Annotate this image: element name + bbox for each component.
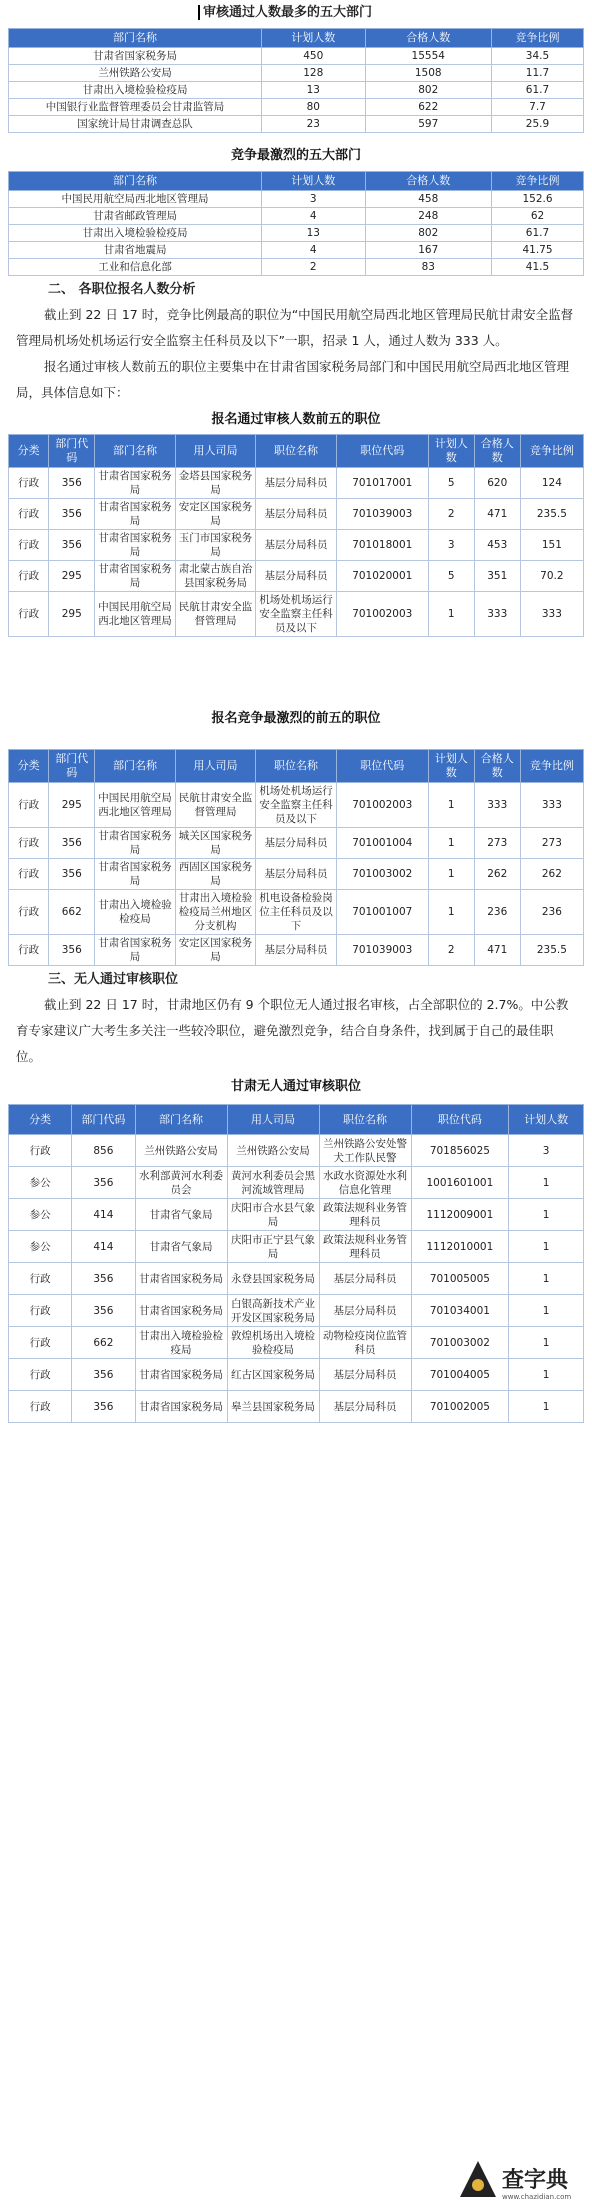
logo-graphic [456,2157,586,2203]
table-cell: 802 [365,82,492,99]
table-row [9,99,584,116]
table-cell: 参公 [9,1167,72,1199]
table-cell: 151 [520,530,583,561]
table-cell: 295 [49,783,95,828]
table-cell: 甘肃出入境检验检疫局兰州地区分支机构 [175,890,256,935]
table-row [9,783,584,828]
t1-header-cell: 合格人数 [365,29,492,48]
table-cell: 行政 [9,1327,72,1359]
table-cell: 802 [365,225,492,242]
table-cell: 基层分局科员 [319,1359,411,1391]
t1-header-cell: 计划人数 [262,29,366,48]
table-cell: 13 [262,225,366,242]
table-cell: 2 [262,259,366,276]
table-cell: 356 [72,1295,135,1327]
t2-header-cell: 合格人数 [365,172,492,191]
table-cell: 597 [365,116,492,133]
t1-title [8,0,584,28]
table-cell: 262 [520,859,583,890]
t3-header-cell: 分类 [9,435,49,468]
table-cell: 61.7 [492,225,584,242]
table-row [9,592,584,637]
table-cell: 安定区国家税务局 [175,499,256,530]
table-cell: 中国民用航空局西北地区管理局 [9,191,262,208]
table-cell: 甘肃省国家税务局 [95,530,176,561]
table-cell: 机电设备检验岗位主任科员及以下 [256,890,337,935]
table-cell: 236 [474,890,520,935]
table-row [9,530,584,561]
t1-header-cell: 竞争比例 [492,29,584,48]
table-cell: 行政 [9,1295,72,1327]
table-cell: 兰州铁路公安局 [227,1135,319,1167]
table-cell: 450 [262,48,366,65]
t2-header-cell: 计划人数 [262,172,366,191]
table-cell: 中国银行业监督管理委员会甘肃监管局 [9,99,262,116]
table-cell: 2 [428,499,474,530]
table-cell: 甘肃省地震局 [9,242,262,259]
table-row [9,191,584,208]
table-cell: 622 [365,99,492,116]
table-cell: 701039003 [336,935,428,966]
table-cell: 124 [520,468,583,499]
table-cell: 行政 [9,1135,72,1167]
table-cell: 152.6 [492,191,584,208]
table-cell: 甘肃省国家税务局 [95,828,176,859]
t5-header-cell: 部门代码 [72,1105,135,1135]
table-row [9,890,584,935]
table-cell: 414 [72,1199,135,1231]
table-cell: 黄河水利委员会黑河流域管理局 [227,1167,319,1199]
table-cell: 基层分局科员 [319,1263,411,1295]
table-cell: 235.5 [520,499,583,530]
table-cell: 23 [262,116,366,133]
table-cell: 356 [72,1263,135,1295]
table-cell: 701003002 [336,859,428,890]
table-cell: 甘肃省国家税务局 [95,561,176,592]
table-cell: 701039003 [336,499,428,530]
t3-header-cell: 用人司局 [175,435,256,468]
table-cell: 甘肃省气象局 [135,1199,227,1231]
table-row [9,82,584,99]
t5-header-cell: 职位代码 [411,1105,509,1135]
table-cell: 1 [509,1295,584,1327]
table-cell: 414 [72,1231,135,1263]
table-row [9,1199,584,1231]
t5-header-cell: 部门名称 [135,1105,227,1135]
table-cell: 基层分局科员 [256,499,337,530]
table-cell: 行政 [9,859,49,890]
table-cell: 356 [72,1167,135,1199]
table-cell: 基层分局科员 [256,935,337,966]
table-cell: 15554 [365,48,492,65]
table-cell: 肃北蒙古族自治县国家税务局 [175,561,256,592]
table-cell: 庆阳市合水县气象局 [227,1199,319,1231]
table-row [9,828,584,859]
table-cell: 行政 [9,468,49,499]
table-cell: 333 [474,592,520,637]
table-cell: 行政 [9,1359,72,1391]
t3-title: 报名通过审核人数前五的职位 [211,412,381,427]
table-cell: 662 [49,890,95,935]
table-row [9,1359,584,1391]
table-row [9,48,584,65]
table-cell: 安定区国家税务局 [175,935,256,966]
table-cell: 701017001 [336,468,428,499]
table-cell: 政策法规科业务管理科员 [319,1231,411,1263]
table-cell: 庆阳市正宁县气象局 [227,1231,319,1263]
table-cell: 行政 [9,1391,72,1423]
table-cell: 701001004 [336,828,428,859]
table-cell: 甘肃省国家税务局 [135,1391,227,1423]
table-cell: 行政 [9,530,49,561]
table-cell: 甘肃省国家税务局 [95,499,176,530]
table-cell: 1112009001 [411,1199,509,1231]
table-cell: 356 [49,499,95,530]
table-cell: 甘肃省国家税务局 [9,48,262,65]
chazidian-logo [456,2157,586,2203]
table-cell: 458 [365,191,492,208]
table-cell: 5 [428,468,474,499]
table-cell: 701004005 [411,1359,509,1391]
table-cell: 甘肃出入境检验检疫局 [9,82,262,99]
table-cell: 356 [72,1391,135,1423]
table-cell: 基层分局科员 [256,859,337,890]
table-cell: 甘肃省国家税务局 [135,1263,227,1295]
table-row [9,1167,584,1199]
t4-title: 报名竞争最激烈的前五的职位 [211,711,381,726]
t4-table [8,749,584,966]
table-cell: 甘肃省国家税务局 [95,468,176,499]
table-cell: 甘肃省气象局 [135,1231,227,1263]
table-cell: 41.75 [492,242,584,259]
table-cell: 128 [262,65,366,82]
t4-header-cell: 竞争比例 [520,750,583,783]
table-row [9,935,584,966]
table-cell: 167 [365,242,492,259]
table-cell: 356 [49,935,95,966]
table-cell: 356 [49,530,95,561]
table-cell: 1 [428,828,474,859]
table-row [9,1231,584,1263]
table-cell: 基层分局科员 [256,530,337,561]
table-cell: 基层分局科员 [256,561,337,592]
table-cell: 红古区国家税务局 [227,1359,319,1391]
table-cell: 453 [474,530,520,561]
table-cell: 701001007 [336,890,428,935]
table-row [9,242,584,259]
table-cell: 236 [520,890,583,935]
table-cell: 敦煌机场出入境检验检疫局 [227,1327,319,1359]
table-cell: 行政 [9,890,49,935]
table-cell: 1 [428,783,474,828]
table-cell: 行政 [9,935,49,966]
table-row [9,468,584,499]
table-cell: 甘肃出入境检验检疫局 [135,1327,227,1359]
table-row [9,259,584,276]
table-cell: 25.9 [492,116,584,133]
table-cell: 62 [492,208,584,225]
t3-header-cell: 计划人数 [428,435,474,468]
table-row [9,1295,584,1327]
table-cell: 1 [509,1327,584,1359]
table-cell: 4 [262,242,366,259]
table-cell: 273 [474,828,520,859]
table-cell: 471 [474,499,520,530]
section-2-para-1: 截止到 22 日 17 时，竞争比例最高的职位为“中国民用航空局西北地区管理局民航甘肃安全监督管理局机场处机场运行安全监察主任科员及以下”一职，招录 1 人，通过人数为 333 人。 [16,307,574,348]
table-cell: 基层分局科员 [256,828,337,859]
table-cell: 2 [428,935,474,966]
table-cell: 70.2 [520,561,583,592]
table-cell: 基层分局科员 [319,1295,411,1327]
table-cell: 基层分局科员 [319,1391,411,1423]
t4-header-cell: 计划人数 [428,750,474,783]
t1-title-text: 审核通过人数最多的五大部门 [198,5,372,20]
t4-header-cell: 部门代码 [49,750,95,783]
table-cell: 白银高新技术产业开发区国家税务局 [227,1295,319,1327]
table-cell: 1 [509,1199,584,1231]
table-cell: 1 [428,592,474,637]
table-cell: 235.5 [520,935,583,966]
table-cell: 甘肃省国家税务局 [135,1295,227,1327]
t5-header-cell: 分类 [9,1105,72,1135]
table-cell: 34.5 [492,48,584,65]
table-row [9,116,584,133]
logo-text: 查字典 [502,2168,569,2193]
table-cell: 1112010001 [411,1231,509,1263]
t4-header-cell: 合格人数 [474,750,520,783]
t2-header-cell: 部门名称 [9,172,262,191]
table-row [9,1391,584,1423]
table-cell: 701003002 [411,1327,509,1359]
t3-header-cell: 合格人数 [474,435,520,468]
table-cell: 行政 [9,783,49,828]
table-cell: 273 [520,828,583,859]
table-cell: 民航甘肃安全监督管理局 [175,592,256,637]
table-cell: 金塔县国家税务局 [175,468,256,499]
table-cell: 参公 [9,1199,72,1231]
table-cell: 永登县国家税务局 [227,1263,319,1295]
table-cell: 333 [520,783,583,828]
table-row [9,561,584,592]
t4-header-cell: 职位代码 [336,750,428,783]
section-2-para-2: 报名通过审核人数前五的职位主要集中在甘肃省国家税务局部门和中国民用航空局西北地区管理局，具体信息如下： [16,359,570,400]
table-cell: 1 [509,1231,584,1263]
table-cell: 甘肃省邮政管理局 [9,208,262,225]
t4-header-cell: 分类 [9,750,49,783]
table-cell: 民航甘肃安全监督管理局 [175,783,256,828]
table-cell: 1 [509,1263,584,1295]
t3-header-cell: 职位代码 [336,435,428,468]
table-cell: 620 [474,468,520,499]
table-cell: 机场处机场运行安全监察主任科员及以下 [256,592,337,637]
t2-table [8,171,584,276]
table-cell: 3 [262,191,366,208]
table-cell: 行政 [9,828,49,859]
t1-header-cell: 部门名称 [9,29,262,48]
table-cell: 83 [365,259,492,276]
table-cell: 动物检疫岗位监管科员 [319,1327,411,1359]
table-row [9,499,584,530]
table-cell: 356 [72,1359,135,1391]
table-cell: 471 [474,935,520,966]
table-cell: 701002005 [411,1391,509,1423]
table-row [9,225,584,242]
logo-sub: www.chazidian.com [502,2193,572,2201]
table-row [9,1263,584,1295]
table-cell: 7.7 [492,99,584,116]
table-cell: 甘肃省国家税务局 [135,1359,227,1391]
t3-table [8,434,584,637]
table-row [9,1327,584,1359]
table-cell: 1 [428,859,474,890]
table-cell: 701005005 [411,1263,509,1295]
table-cell: 兰州铁路公安处警犬工作队民警 [319,1135,411,1167]
table-cell: 856 [72,1135,135,1167]
table-cell: 行政 [9,592,49,637]
table-cell: 1508 [365,65,492,82]
table-cell: 政策法规科业务管理科员 [319,1199,411,1231]
table-cell: 1 [509,1359,584,1391]
table-cell: 甘肃出入境检验检疫局 [9,225,262,242]
table-cell: 中国民用航空局西北地区管理局 [95,592,176,637]
table-cell: 262 [474,859,520,890]
table-cell: 248 [365,208,492,225]
table-cell: 甘肃出入境检验检疫局 [95,890,176,935]
table-cell: 甘肃省国家税务局 [95,859,176,890]
table-cell: 4 [262,208,366,225]
t2-header-cell: 竞争比例 [492,172,584,191]
table-cell: 兰州铁路公安局 [9,65,262,82]
table-cell: 行政 [9,499,49,530]
t3-header-cell: 部门名称 [95,435,176,468]
table-cell: 行政 [9,561,49,592]
table-cell: 工业和信息化部 [9,259,262,276]
table-cell: 参公 [9,1231,72,1263]
table-cell: 城关区国家税务局 [175,828,256,859]
t5-title: 甘肃无人通过审核职位 [230,1079,361,1094]
table-cell: 国家统计局甘肃调查总队 [9,116,262,133]
table-cell: 701002003 [336,783,428,828]
table-cell: 61.7 [492,82,584,99]
table-cell: 水政水资源处水利信息化管理 [319,1167,411,1199]
table-cell: 11.7 [492,65,584,82]
table-row [9,1135,584,1167]
table-cell: 甘肃省国家税务局 [95,935,176,966]
table-cell: 333 [520,592,583,637]
table-cell: 351 [474,561,520,592]
table-cell: 295 [49,592,95,637]
table-cell: 701856025 [411,1135,509,1167]
section-3-para-1: 截止到 22 日 17 时，甘肃地区仍有 9 个职位无人通过报名审核，占全部职位的 2.7%。中公教育专家建议广大考生多关注一些较冷职位，避免激烈竞争，结合自身条件，找到属于自己的最佳职位。 [16,997,569,1064]
table-cell: 皋兰县国家税务局 [227,1391,319,1423]
t3-header-cell: 竞争比例 [520,435,583,468]
table-cell: 13 [262,82,366,99]
table-cell: 3 [509,1135,584,1167]
table-row [9,859,584,890]
table-cell: 701020001 [336,561,428,592]
t2-title: 竞争最激烈的五大部门 [230,148,361,163]
t5-table [8,1104,584,1423]
table-cell: 5 [428,561,474,592]
table-row [9,65,584,82]
table-cell: 80 [262,99,366,116]
table-cell: 1001601001 [411,1167,509,1199]
section-2-heading: 二、 各职位报名人数分析 [48,282,196,297]
table-cell: 701018001 [336,530,428,561]
t3-header-cell: 部门代码 [49,435,95,468]
t5-header-cell: 职位名称 [319,1105,411,1135]
t1-table [8,28,584,133]
t4-header-cell: 职位名称 [256,750,337,783]
table-cell: 356 [49,828,95,859]
table-cell: 662 [72,1327,135,1359]
table-cell: 41.5 [492,259,584,276]
t4-header-cell: 用人司局 [175,750,256,783]
table-row [9,208,584,225]
table-cell: 1 [509,1391,584,1423]
table-cell: 水利部黄河水利委员会 [135,1167,227,1199]
table-cell: 3 [428,530,474,561]
table-cell: 西固区国家税务局 [175,859,256,890]
t3-header-cell: 职位名称 [256,435,337,468]
table-cell: 1 [509,1167,584,1199]
table-cell: 356 [49,859,95,890]
t5-header-cell: 计划人数 [509,1105,584,1135]
table-cell: 356 [49,468,95,499]
table-cell: 玉门市国家税务局 [175,530,256,561]
table-cell: 333 [474,783,520,828]
t5-header-cell: 用人司局 [227,1105,319,1135]
t4-header-cell: 部门名称 [95,750,176,783]
table-cell: 机场处机场运行安全监察主任科员及以下 [256,783,337,828]
section-3-heading: 三、无人通过审核职位 [48,972,179,987]
table-cell: 295 [49,561,95,592]
table-cell: 701034001 [411,1295,509,1327]
table-cell: 701002003 [336,592,428,637]
table-cell: 兰州铁路公安局 [135,1135,227,1167]
table-cell: 基层分局科员 [256,468,337,499]
table-cell: 1 [428,890,474,935]
table-cell: 中国民用航空局西北地区管理局 [95,783,176,828]
table-cell: 行政 [9,1263,72,1295]
